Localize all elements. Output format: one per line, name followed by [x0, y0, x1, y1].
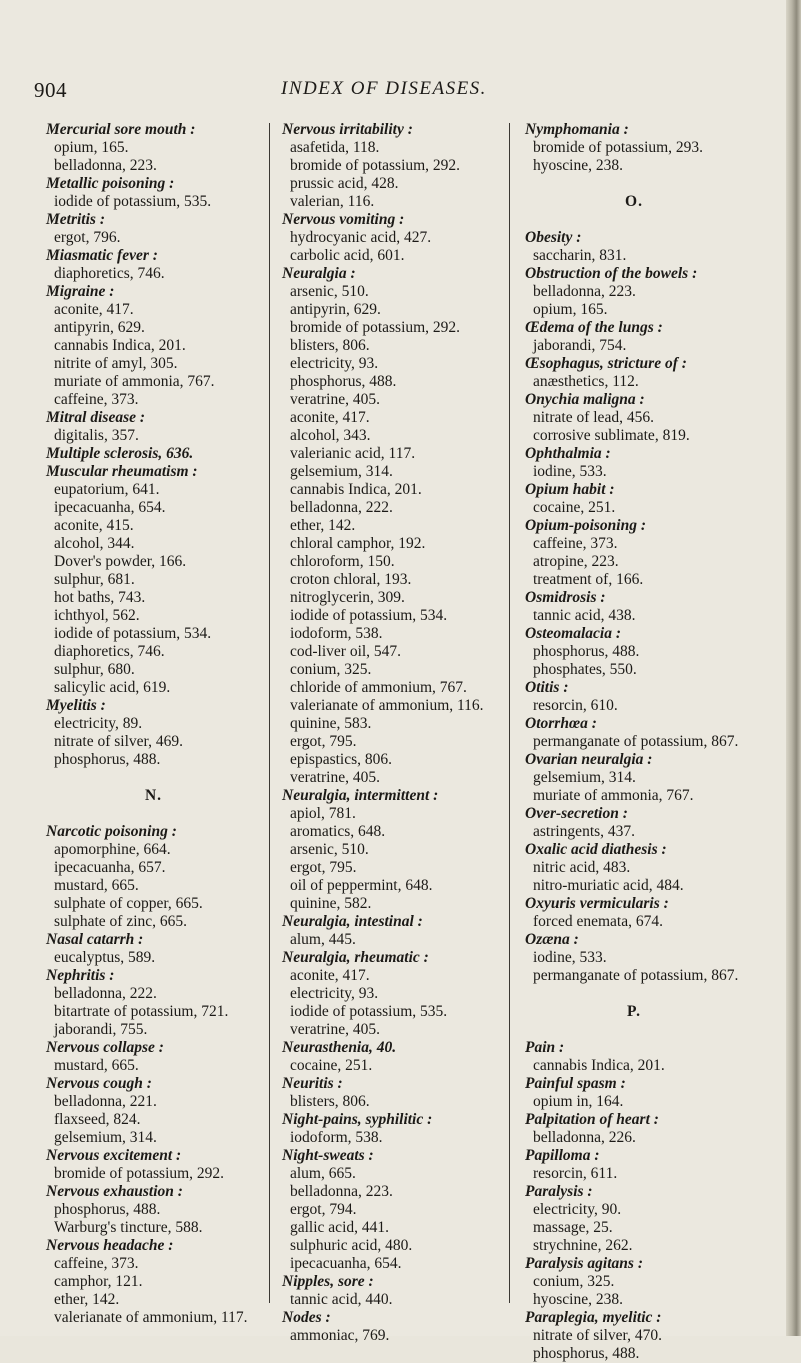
- entry-heading: Nipples, sore :: [282, 1273, 374, 1290]
- remedy-line: phosphorus, 488.: [533, 643, 640, 660]
- remedy-line: hydrocyanic acid, 427.: [290, 229, 432, 246]
- remedy-line: Warburg's tincture, 588.: [54, 1219, 203, 1236]
- remedy-line: cannabis Indica, 201.: [54, 337, 186, 354]
- remedy-line: belladonna, 223.: [290, 1183, 393, 1200]
- index-entry: [525, 1255, 743, 1309]
- entry-heading: Neuralgia :: [282, 265, 356, 282]
- remedy-line: nitrite of amyl, 305.: [54, 355, 178, 372]
- remedy-line: bromide of potassium, 292.: [290, 319, 461, 336]
- remedy-line: belladonna, 223.: [533, 283, 636, 300]
- index-entry: [46, 409, 261, 445]
- remedy-line: carbolic acid, 601.: [290, 247, 405, 264]
- remedy-line: sulphate of copper, 665.: [54, 895, 203, 912]
- entry-heading: Metritis :: [46, 211, 105, 228]
- entry-heading: Over-secretion :: [525, 805, 628, 822]
- remedy-line: valerian, 116.: [290, 193, 375, 210]
- entry-heading: Paralysis :: [525, 1183, 593, 1200]
- entry-heading: Ophthalmia :: [525, 445, 611, 462]
- entry-heading: Nephritis :: [46, 967, 115, 984]
- remedy-line: arsenic, 510.: [290, 283, 369, 300]
- remedy-line: belladonna, 221.: [54, 1093, 157, 1110]
- remedy-line: digitalis, 357.: [54, 427, 139, 444]
- entry-heading: Painful spasm :: [525, 1075, 626, 1092]
- remedy-line: valerianate of ammonium, 116.: [290, 697, 484, 714]
- remedy-line: caffeine, 373.: [54, 391, 139, 408]
- index-entry: [282, 1111, 495, 1147]
- index-entry: [46, 247, 261, 283]
- remedy-line: ergot, 796.: [54, 229, 121, 246]
- entry-heading: Nasal catarrh :: [46, 931, 144, 948]
- index-entry: [525, 805, 743, 841]
- index-entry: [525, 355, 743, 391]
- entry-heading: Migraine :: [46, 283, 115, 300]
- entry-heading: Osteomalacia :: [525, 625, 621, 642]
- entry-heading: Neurasthenia, 40.: [282, 1039, 397, 1056]
- remedy-line: eucalyptus, 589.: [54, 949, 156, 966]
- remedy-line: iodine, 533.: [533, 463, 607, 480]
- remedy-line: oil of peppermint, 648.: [290, 877, 433, 894]
- remedy-line: massage, 25.: [533, 1219, 613, 1236]
- remedy-line: conium, 325.: [533, 1273, 615, 1290]
- page-edge: [786, 0, 801, 1336]
- index-entry: [525, 895, 743, 931]
- remedy-line: muriate of ammonia, 767.: [533, 787, 694, 804]
- remedy-line: sulphur, 681.: [54, 571, 135, 588]
- remedy-line: valerianic acid, 117.: [290, 445, 416, 462]
- index-entry: [282, 913, 495, 949]
- remedy-line: permanganate of potassium, 867.: [533, 967, 739, 984]
- remedy-line: nitrate of silver, 470.: [533, 1327, 662, 1344]
- entry-heading: Mitral disease :: [46, 409, 146, 426]
- remedy-line: ichthyol, 562.: [54, 607, 140, 624]
- remedy-line: electricity, 89.: [54, 715, 143, 732]
- index-entry: [282, 121, 495, 211]
- entry-heading: Œdema of the lungs :: [525, 319, 663, 336]
- remedy-line: gelsemium, 314.: [290, 463, 393, 480]
- remedy-line: treatment of, 166.: [533, 571, 644, 588]
- entry-heading: Nervous excitement :: [46, 1147, 182, 1164]
- entry-heading: Papilloma :: [525, 1147, 600, 1164]
- index-entry: [525, 1147, 743, 1183]
- remedy-line: cannabis Indica, 201.: [290, 481, 422, 498]
- index-entry: [46, 211, 261, 247]
- remedy-line: iodine, 533.: [533, 949, 607, 966]
- remedy-line: cannabis Indica, 201.: [533, 1057, 665, 1074]
- section-letter: P.: [627, 1003, 641, 1020]
- remedy-line: gelsemium, 314.: [54, 1129, 157, 1146]
- index-entry: [46, 1237, 261, 1327]
- index-entry: [525, 481, 743, 517]
- remedy-line: atropine, 223.: [533, 553, 619, 570]
- remedy-line: strychnine, 262.: [533, 1237, 633, 1254]
- remedy-line: prussic acid, 428.: [290, 175, 399, 192]
- remedy-line: alum, 445.: [290, 931, 356, 948]
- index-column-2: [282, 121, 495, 1345]
- entry-heading: Nervous collapse :: [46, 1039, 164, 1056]
- remedy-line: alcohol, 344.: [54, 535, 135, 552]
- remedy-line: phosphorus, 488.: [54, 751, 161, 768]
- index-entry: [282, 1075, 495, 1111]
- entry-heading: Oxalic acid diathesis :: [525, 841, 667, 858]
- remedy-line: electricity, 93.: [290, 355, 379, 372]
- remedy-line: ipecacuanha, 654.: [54, 499, 166, 516]
- entry-heading: Otitis :: [525, 679, 569, 696]
- remedy-line: mustard, 665.: [54, 1057, 139, 1074]
- remedy-line: diaphoretics, 746.: [54, 643, 165, 660]
- remedy-line: flaxseed, 824.: [54, 1111, 141, 1128]
- page-header: [34, 78, 734, 108]
- entry-heading: Metallic poisoning :: [46, 175, 175, 192]
- index-entry: [525, 265, 743, 319]
- remedy-line: phosphorus, 488.: [533, 1345, 640, 1362]
- index-entry: [525, 931, 743, 985]
- entry-heading: Neuritis :: [282, 1075, 343, 1092]
- remedy-line: salicylic acid, 619.: [54, 679, 171, 696]
- index-entry: [46, 1039, 261, 1075]
- remedy-line: iodide of potassium, 534.: [290, 607, 448, 624]
- index-entry: [525, 319, 743, 355]
- remedy-line: ergot, 795.: [290, 859, 357, 876]
- index-entry: [46, 121, 261, 175]
- remedy-line: diaphoretics, 746.: [54, 265, 165, 282]
- index-entry: [282, 1039, 495, 1075]
- entry-heading: Nervous irritability :: [282, 121, 413, 138]
- remedy-line: quinine, 582.: [290, 895, 372, 912]
- remedy-line: ipecacuanha, 654.: [290, 1255, 402, 1272]
- remedy-line: astringents, 437.: [533, 823, 636, 840]
- section-letter: N.: [144, 787, 163, 804]
- remedy-line: aconite, 417.: [290, 409, 370, 426]
- index-entry: [525, 1183, 743, 1255]
- remedy-line: aconite, 417.: [54, 301, 134, 318]
- remedy-line: croton chloral, 193.: [290, 571, 412, 588]
- remedy-line: nitroglycerin, 309.: [290, 589, 405, 606]
- remedy-line: electricity, 90.: [533, 1201, 622, 1218]
- remedy-line: sulphuric acid, 480.: [290, 1237, 413, 1254]
- entry-heading: Nymphomania :: [525, 121, 629, 138]
- remedy-line: ether, 142.: [290, 517, 356, 534]
- index-columns: [46, 121, 746, 1362]
- page-number: 904: [34, 78, 67, 102]
- entry-heading: Pain :: [525, 1039, 565, 1056]
- entry-heading: Ozæna :: [525, 931, 579, 948]
- remedy-line: ergot, 795.: [290, 733, 357, 750]
- entry-heading: Œsophagus, stricture of :: [525, 355, 687, 372]
- remedy-line: ammoniac, 769.: [290, 1327, 390, 1344]
- remedy-line: nitrate of lead, 456.: [533, 409, 654, 426]
- index-entry: [46, 463, 261, 697]
- index-entry: [282, 949, 495, 1039]
- index-entry: [46, 1147, 261, 1183]
- remedy-line: nitrate of silver, 469.: [54, 733, 183, 750]
- remedy-line: blisters, 806.: [290, 1093, 370, 1110]
- remedy-line: electricity, 93.: [290, 985, 379, 1002]
- remedy-line: chloride of ammonium, 767.: [290, 679, 467, 696]
- remedy-line: camphor, 121.: [54, 1273, 143, 1290]
- remedy-line: opium, 165.: [533, 301, 608, 318]
- remedy-line: belladonna, 222.: [54, 985, 157, 1002]
- index-entry: [46, 283, 261, 409]
- index-entry: [525, 517, 743, 589]
- remedy-line: asafetida, 118.: [290, 139, 380, 156]
- remedy-line: bromide of potassium, 292.: [290, 157, 461, 174]
- remedy-line: belladonna, 226.: [533, 1129, 636, 1146]
- index-entry: [525, 751, 743, 805]
- entry-heading: Nervous cough :: [46, 1075, 152, 1092]
- entry-heading: Mercurial sore mouth :: [46, 121, 196, 138]
- remedy-line: alum, 665.: [290, 1165, 356, 1182]
- index-column-1: [46, 121, 261, 1327]
- index-entry: [525, 679, 743, 715]
- index-entry: [525, 841, 743, 895]
- remedy-line: nitro-muriatic acid, 484.: [533, 877, 684, 894]
- remedy-line: chloroform, 150.: [290, 553, 395, 570]
- index-entry: [282, 265, 495, 787]
- remedy-line: antipyrin, 629.: [54, 319, 145, 336]
- entry-heading: Oxyuris vermicularis :: [525, 895, 669, 912]
- remedy-line: nitric acid, 483.: [533, 859, 631, 876]
- remedy-line: tannic acid, 440.: [290, 1291, 393, 1308]
- remedy-line: apiol, 781.: [290, 805, 356, 822]
- remedy-line: corrosive sublimate, 819.: [533, 427, 690, 444]
- remedy-line: caffeine, 373.: [54, 1255, 139, 1272]
- remedy-line: permanganate of potassium, 867.: [533, 733, 739, 750]
- remedy-line: saccharin, 831.: [533, 247, 627, 264]
- remedy-line: ergot, 794.: [290, 1201, 357, 1218]
- remedy-line: ether, 142.: [54, 1291, 120, 1308]
- index-entry: [282, 1309, 495, 1345]
- remedy-line: hyoscine, 238.: [533, 157, 623, 174]
- entry-heading: Myelitis :: [46, 697, 106, 714]
- remedy-line: apomorphine, 664.: [54, 841, 171, 858]
- remedy-line: blisters, 806.: [290, 337, 370, 354]
- remedy-line: tannic acid, 438.: [533, 607, 636, 624]
- remedy-line: caffeine, 373.: [533, 535, 618, 552]
- entry-heading: Paraplegia, myelitic :: [525, 1309, 662, 1326]
- remedy-line: belladonna, 223.: [54, 157, 157, 174]
- entry-heading: Opium habit :: [525, 481, 615, 498]
- remedy-line: bromide of potassium, 293.: [533, 139, 704, 156]
- remedy-line: bromide of potassium, 292.: [54, 1165, 225, 1182]
- remedy-line: jaborandi, 754.: [533, 337, 627, 354]
- remedy-line: chloral camphor, 192.: [290, 535, 426, 552]
- entry-heading: Obstruction of the bowels :: [525, 265, 698, 282]
- remedy-line: hot baths, 743.: [54, 589, 146, 606]
- section-letter: O.: [625, 193, 643, 210]
- entry-heading: Multiple sclerosis, 636.: [46, 445, 194, 462]
- remedy-line: veratrine, 405.: [290, 1021, 380, 1038]
- entry-heading: Otorrhœa :: [525, 715, 597, 732]
- remedy-line: jaborandi, 755.: [54, 1021, 148, 1038]
- remedy-line: gallic acid, 441.: [290, 1219, 389, 1236]
- index-entry: [525, 625, 743, 679]
- index-entry: [525, 445, 743, 481]
- remedy-line: iodide of potassium, 534.: [54, 625, 212, 642]
- remedy-line: veratrine, 405.: [290, 769, 380, 786]
- remedy-line: iodoform, 538.: [290, 1129, 383, 1146]
- index-entry: [525, 715, 743, 751]
- column-divider: [269, 123, 270, 1303]
- entry-heading: Narcotic poisoning :: [46, 823, 177, 840]
- remedy-line: epispastics, 806.: [290, 751, 393, 768]
- remedy-line: conium, 325.: [290, 661, 372, 678]
- entry-heading: Night-sweats :: [282, 1147, 374, 1164]
- entry-heading: Palpitation of heart :: [525, 1111, 659, 1128]
- index-entry: [46, 1183, 261, 1237]
- index-entry: [46, 175, 261, 211]
- remedy-line: iodide of potassium, 535.: [54, 193, 212, 210]
- remedy-line: bitartrate of potassium, 721.: [54, 1003, 229, 1020]
- remedy-line: hyoscine, 238.: [533, 1291, 623, 1308]
- column-divider: [509, 123, 510, 1303]
- remedy-line: eupatorium, 641.: [54, 481, 160, 498]
- remedy-line: cocaine, 251.: [290, 1057, 373, 1074]
- remedy-line: opium, 165.: [54, 139, 129, 156]
- remedy-line: gelsemium, 314.: [533, 769, 636, 786]
- entry-heading: Nodes :: [282, 1309, 331, 1326]
- remedy-line: iodide of potassium, 535.: [290, 1003, 448, 1020]
- index-entry: [46, 445, 261, 463]
- index-column-3: [525, 121, 743, 1363]
- entry-heading: Nervous exhaustion :: [46, 1183, 183, 1200]
- entry-heading: Neuralgia, intestinal :: [282, 913, 423, 930]
- remedy-line: arsenic, 510.: [290, 841, 369, 858]
- index-entry: [525, 391, 743, 445]
- index-entry: [282, 1147, 495, 1273]
- remedy-line: cod-liver oil, 547.: [290, 643, 402, 660]
- remedy-line: antipyrin, 629.: [290, 301, 381, 318]
- remedy-line: opium in, 164.: [533, 1093, 624, 1110]
- index-entry: [282, 1273, 495, 1309]
- index-entry: [525, 1075, 743, 1111]
- index-entry: [46, 931, 261, 967]
- remedy-line: belladonna, 222.: [290, 499, 393, 516]
- index-entry: [525, 229, 743, 265]
- index-entry: [46, 697, 261, 769]
- remedy-line: phosphates, 550.: [533, 661, 637, 678]
- remedy-line: mustard, 665.: [54, 877, 139, 894]
- entry-heading: Osmidrosis :: [525, 589, 606, 606]
- index-entry: [46, 967, 261, 1039]
- remedy-line: forced enemata, 674.: [533, 913, 663, 930]
- entry-heading: Nervous vomiting :: [282, 211, 405, 228]
- remedy-line: valerianate of ammonium, 117.: [54, 1309, 248, 1326]
- entry-heading: Ovarian neuralgia :: [525, 751, 653, 768]
- index-entry: [525, 121, 743, 175]
- remedy-line: veratrine, 405.: [290, 391, 380, 408]
- remedy-line: sulphate of zinc, 665.: [54, 913, 188, 930]
- index-entry: [46, 823, 261, 931]
- entry-heading: Neuralgia, intermittent :: [282, 787, 439, 804]
- index-entry: [525, 1039, 743, 1075]
- remedy-line: sulphur, 680.: [54, 661, 135, 678]
- index-entry: [525, 1111, 743, 1147]
- remedy-line: Dover's powder, 166.: [54, 553, 187, 570]
- remedy-line: phosphorus, 488.: [54, 1201, 161, 1218]
- entry-heading: Obesity :: [525, 229, 582, 246]
- remedy-line: cocaine, 251.: [533, 499, 616, 516]
- remedy-line: resorcin, 611.: [533, 1165, 618, 1182]
- remedy-line: phosphorus, 488.: [290, 373, 397, 390]
- entry-heading: Onychia maligna :: [525, 391, 645, 408]
- index-entry: [525, 589, 743, 625]
- remedy-line: quinine, 583.: [290, 715, 372, 732]
- entry-heading: Muscular rheumatism :: [46, 463, 198, 480]
- entry-heading: Night-pains, syphilitic :: [282, 1111, 433, 1128]
- index-entry: [282, 787, 495, 913]
- entry-heading: Opium-poisoning :: [525, 517, 647, 534]
- entry-heading: Neuralgia, rheumatic :: [282, 949, 429, 966]
- remedy-line: iodoform, 538.: [290, 625, 383, 642]
- remedy-line: aconite, 415.: [54, 517, 134, 534]
- remedy-line: aromatics, 648.: [290, 823, 386, 840]
- remedy-line: muriate of ammonia, 767.: [54, 373, 215, 390]
- entry-heading: Miasmatic fever :: [46, 247, 158, 264]
- running-title: INDEX OF DISEASES.: [281, 78, 487, 99]
- remedy-line: anæsthetics, 112.: [533, 373, 639, 390]
- entry-heading: Paralysis agitans :: [525, 1255, 643, 1272]
- index-entry: [46, 1075, 261, 1147]
- remedy-line: alcohol, 343.: [290, 427, 371, 444]
- remedy-line: resorcin, 610.: [533, 697, 618, 714]
- entry-heading: Nervous headache :: [46, 1237, 174, 1254]
- remedy-line: aconite, 417.: [290, 967, 370, 984]
- remedy-line: ipecacuanha, 657.: [54, 859, 166, 876]
- index-entry: [525, 1309, 743, 1363]
- index-entry: [282, 211, 495, 265]
